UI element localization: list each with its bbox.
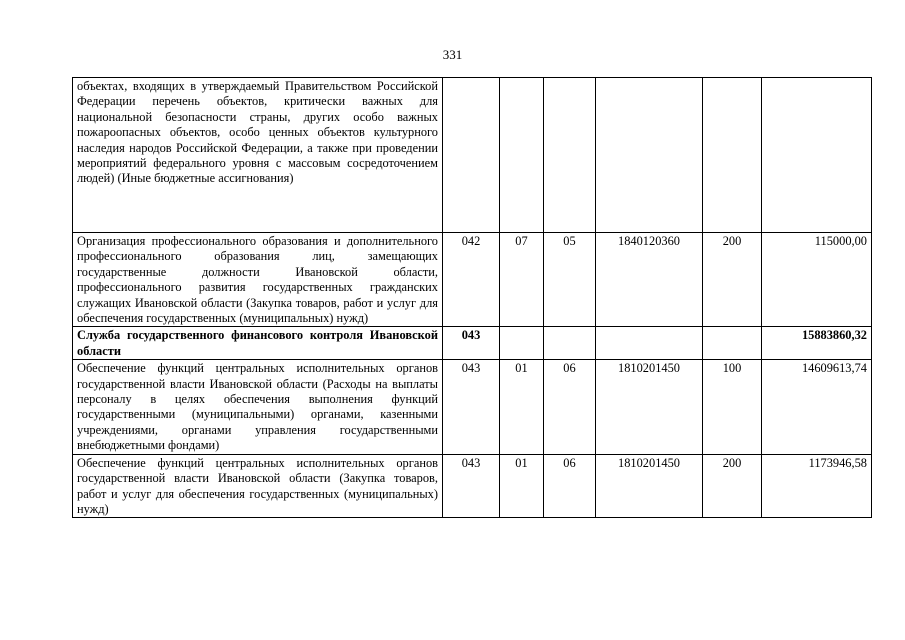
- admin-code-cell: 042: [443, 233, 500, 327]
- amount-cell: 15883860,32: [762, 327, 872, 360]
- table-row: [73, 233, 872, 327]
- amount-cell: 14609613,74: [762, 360, 872, 454]
- target-article-cell: 1810201450: [596, 454, 703, 518]
- expense-type-cell: [703, 327, 762, 360]
- target-article-cell: 1840120360: [596, 233, 703, 327]
- expense-type-cell: 200: [703, 454, 762, 518]
- section-cell: [500, 327, 544, 360]
- table-row: [73, 454, 872, 518]
- table-row: [73, 360, 872, 454]
- subsection-cell: 06: [544, 454, 596, 518]
- section-cell: 01: [500, 454, 544, 518]
- section-cell: 07: [500, 233, 544, 327]
- row-description: Организация профессионального образования и дополнительного профессионального образования лиц, замещающих государственные должности Ивановской области, профессионального развития государственных гражданских служащих Ивановской области (Закупка товаров, работ и услуг для обеспечения государственных (муниципальных) нужд): [73, 233, 443, 327]
- amount-cell: [762, 78, 872, 233]
- row-description: Обеспечение функций центральных исполнительных органов государственной власти Ивановской области (Закупка товаров, работ и услуг для обеспечения государственных (муниципальных) нужд): [73, 454, 443, 518]
- subsection-cell: 06: [544, 360, 596, 454]
- admin-code-cell: 043: [443, 360, 500, 454]
- row-description: Обеспечение функций центральных исполнительных органов государственной власти Ивановской области (Расходы на выплаты персоналу в целях обеспечения выполнения функций государственными (муниципальными) органами, казенными учреждениями, органами управления государственными внебюджетными фондами): [73, 360, 443, 454]
- row-description: Служба государственного финансового контроля Ивановской области: [73, 327, 443, 360]
- target-article-cell: [596, 327, 703, 360]
- amount-cell: 1173946,58: [762, 454, 872, 518]
- subsection-cell: [544, 78, 596, 233]
- admin-code-cell: [443, 78, 500, 233]
- table-row: [73, 78, 872, 233]
- admin-code-cell: 043: [443, 327, 500, 360]
- subsection-cell: [544, 327, 596, 360]
- expense-type-cell: 200: [703, 233, 762, 327]
- budget-table: [72, 77, 872, 518]
- expense-type-cell: 100: [703, 360, 762, 454]
- section-cell: [500, 78, 544, 233]
- amount-cell: 115000,00: [762, 233, 872, 327]
- page-number: 331: [442, 47, 463, 62]
- section-cell: 01: [500, 360, 544, 454]
- expense-type-cell: [703, 78, 762, 233]
- target-article-cell: 1810201450: [596, 360, 703, 454]
- row-description: объектах, входящих в утверждаемый Правительством Российской Федерации перечень объектов, критически важных для национальной безопасности страны, других особо важных пожароопасных объектов, особо ценных объектов культурного наследия народов Российской Федерации, а также при проведении мероприятий федерального уровня с массовым сосредоточением людей) (Иные бюджетные ассигнования): [73, 78, 443, 233]
- subsection-cell: 05: [544, 233, 596, 327]
- admin-code-cell: 043: [443, 454, 500, 518]
- target-article-cell: [596, 78, 703, 233]
- table-row: [73, 327, 872, 360]
